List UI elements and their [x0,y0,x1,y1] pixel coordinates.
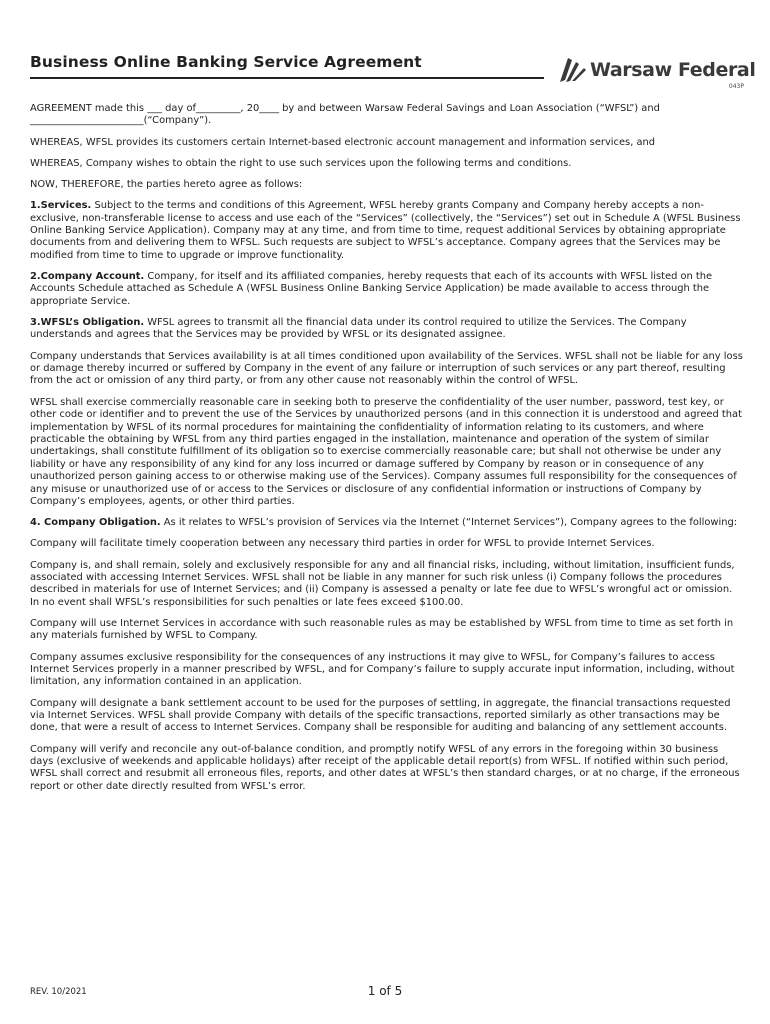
warsaw-federal-logo [558,56,756,88]
section-company-account [30,271,744,308]
obligation-paragraph: Company will designate a bank settlement account to be used for the purposes of settling, in aggregate, the financial transactions requested via Internet Services. WFSL shall provide Company with details of the specific transactions, reported similarly as other transactions may be done, that were a result of access to Internet Services. Company shall be responsible for auditing and balancing of any settlement accounts. [30,697,731,734]
agreement-body [30,103,744,802]
section-text: Subject to the terms and conditions of this Agreement, WFSL hereby grants Company and Company hereby accepts a non-exclusive, non-transferable license to access and use each of the “Services” (collectively, the “Services”) set out in Schedule A (WFSL Business Online Banking Service Application). Company may at any time, and from time to time, request additional Services by obtaining appropriate documents from and delivering them to WFSL. Such requests are subject to WFSL’s acceptance. Company agrees that the Services may be modified from time to time to upgrade or improve functionality. [30,200,741,261]
paragraph-availability: Company understands that Services availability is at all times conditioned upon availability of the Services. WFSL shall not be liable for any loss or damage thereby incurred or suffered by Company in the event of any failure or interruption of such services or any part thereof, resulting from the act or omission of any third party, or from any other cause not reasonably within the control of WFSL. [30,350,743,387]
obligation-paragraph: Company is, and shall remain, solely and exclusively responsible for any and all financial risks, including, without limitation, insufficient funds, associated with accessing Internet Services. WFSL shall not be liable in any manner for such risk unless (i) Company follows the procedures described in materials for use of Internet Services; and (ii) Company is assessed a penalty or late fee due to WFSL’s wrongful act or omission. In no event shall WFSL’s responsibilities for such penalties or late fees exceed $100.00. [30,559,735,608]
form-code: 043P [728,83,744,90]
section-heading: 4. Company Obligation. [30,517,161,529]
section-text: Company, for itself and its affiliated companies, hereby requests that each of its accounts with WFSL listed on the Accounts Schedule attached as Schedule A (WFSL Business Online Banking Service Application) be made available to access through the appropriate Service. [30,271,713,307]
agreement-intro: AGREEMENT made this ___ day of_________, 20____ by and between Warsaw Federal Savings and Loan Association (“WFSL”) and _______________________(“Company”). [30,103,660,127]
section-company-obligation [30,517,744,529]
paragraph-reasonable-care: WFSL shall exercise commercially reasonable care in seeking both to preserve the confidentiality of the user number, password, test key, or other code or identifier and to prevent the use of the Services by unauthorized persons (and in this connection it is understood and agreed that implementation by WFSL of its normal procedures for maintaining the confidentiality of information relating to its customers, and where practicable the obtaining by WFSL from any third parties engaged in the installation, maintenance and operation of the system of similar undertakings, shall constitute fulfillment of its obligation so to exercise commercially reasonable care; but shall not otherwise be under any liability or have any responsibility of any kind for any loss incurred or damage suffered by Company by reason or in consequence of any unauthorized person gaining access to or otherwise making use of the Services). Company assumes full responsibility for the consequences of any misuse or unauthorized use of or access to the Services or disclosure of any confidential information or instructions of Company by Company’s employees, agents, or other third parties. [30,396,742,507]
document-header [30,50,756,100]
section-text: WFSL agrees to transmit all the financial data under its control required to utilize the Services. The Company understands and agrees that the Services may be provided by WFSL or its designated assignee. [30,317,687,341]
obligation-paragraph: Company will verify and reconcile any out-of-balance condition, and promptly notify WFSL of any errors in the foregoing within 30 business days (exclusive of weekends and applicable holidays) after receipt of the applicable detail report(s) from WFSL. If notified within such period, WFSL shall correct and resubmit all erroneous files, reports, and other dates at WFSL’s then standard charges, or at no charge, if the erroneous report or other date directly resulted from WFSL’s error. [30,743,740,792]
whereas-clause-2: WHEREAS, Company wishes to obtain the right to use such services upon the following terms and conditions. [30,157,572,169]
section-services [30,200,744,262]
logo-text: Warsaw Federal [590,59,756,81]
now-therefore-clause: NOW, THEREFORE, the parties hereto agree as follows: [30,179,303,191]
page-number: 1 of 5 [367,984,403,998]
whereas-clause-1: WHEREAS, WFSL provides its customers certain Internet-based electronic account management and information services, and [30,136,656,148]
obligation-paragraph: Company will use Internet Services in accordance with such reasonable rules as may be established by WFSL from time to time as set forth in any materials furnished by WFSL to Company. [30,617,734,642]
document-title: Business Online Banking Service Agreement [30,53,422,71]
obligation-paragraph: Company assumes exclusive responsibility for the consequences of any instructions it may give to WFSL, for Company’s failures to access Internet Services properly in a manner prescribed by WFSL, and for Company’s failure to supply accurate input information, including, without limitation, any information contained in an application. [30,651,735,688]
obligation-paragraph: Company will facilitate timely cooperation between any necessary third parties in order for WFSL to provide Internet Services. [30,538,655,550]
section-wfsl-obligation [30,317,744,342]
section-heading: 2.Company Account. [30,271,145,283]
revision-date: REV. 10/2021 [30,987,87,997]
section-heading: 1.Services. [30,200,92,212]
wings-logo-icon [558,56,588,86]
section-heading: 3.WFSL’s Obligation. [30,317,145,329]
title-underline [30,77,544,79]
section-text: As it relates to WFSL’s provision of Services via the Internet (“Internet Services”), Company agrees to the following: [163,517,738,529]
